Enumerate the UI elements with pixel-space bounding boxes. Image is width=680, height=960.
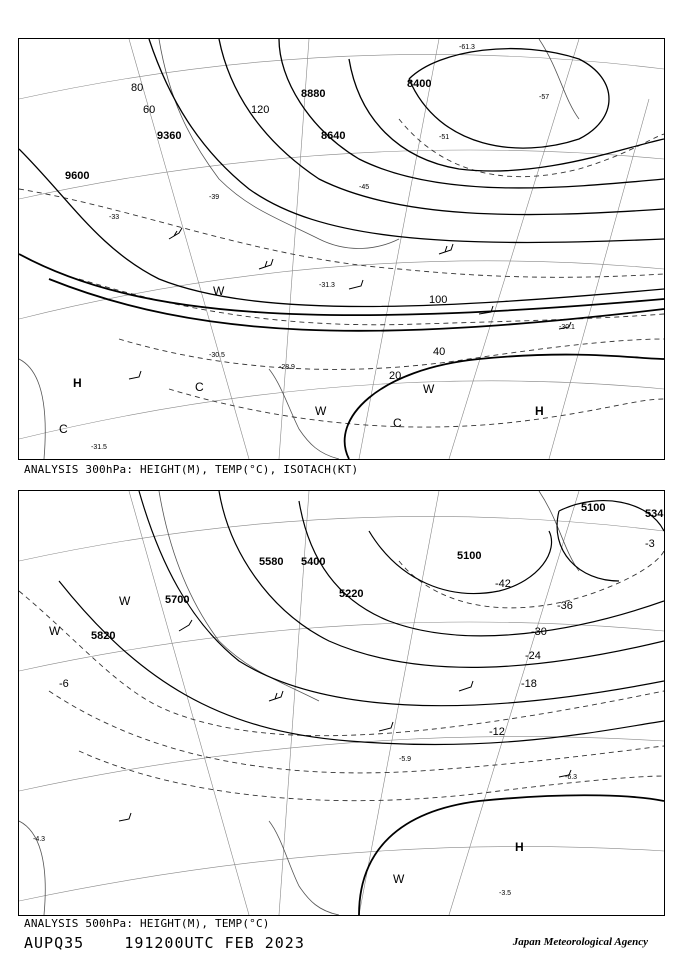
isotherm-label: -12 — [489, 726, 505, 738]
isotherm-label: -36 — [557, 600, 573, 612]
height-label: 5400 — [301, 556, 326, 568]
map-500hpa-canvas — [19, 491, 664, 915]
temp-label: -31.3 — [319, 282, 335, 289]
cold-center: C — [195, 380, 204, 394]
isotherm-label: -24 — [525, 650, 541, 662]
map-300hpa — [18, 38, 665, 460]
isotach-label: 40 — [433, 346, 446, 358]
warm-center: W — [119, 594, 131, 608]
isotherm-label: -6 — [59, 678, 69, 690]
height-label: 9360 — [157, 130, 182, 142]
chart-code: AUPQ35 — [24, 934, 85, 952]
temp-label: -6.3 — [565, 774, 578, 781]
high-center: H — [535, 404, 544, 418]
isotach-label: 120 — [251, 104, 270, 116]
height-label: 5820 — [91, 630, 116, 642]
height-label: 534 — [645, 508, 664, 520]
isotachs — [19, 254, 664, 459]
isotach-label: 20 — [389, 370, 402, 382]
map-300hpa-canvas — [19, 39, 664, 459]
height-label: 9600 — [65, 170, 90, 182]
map-500hpa — [18, 490, 665, 916]
caption-300hpa: ANALYSIS 300hPa: HEIGHT(M), TEMP(°C), ISOTACH(KT) — [24, 463, 359, 476]
graticule — [19, 39, 664, 459]
temp-label: -51 — [439, 134, 450, 141]
temp-label: -57 — [539, 94, 550, 101]
temp-label: -4.3 — [33, 836, 46, 843]
graticule — [19, 491, 664, 915]
temp-label: -5.9 — [399, 756, 412, 763]
coastline — [19, 491, 579, 915]
isotach-label: 100 — [429, 294, 448, 306]
height-label: 5100 — [581, 502, 606, 514]
isotherm-label: -3 — [645, 538, 655, 550]
isotach-label: 80 — [131, 82, 144, 94]
isotherm-label: -30 — [531, 626, 547, 638]
height-label: 5700 — [165, 594, 190, 606]
height-label: 8880 — [301, 88, 326, 100]
warm-center: W — [49, 624, 61, 638]
temp-label: -39 — [209, 194, 220, 201]
temp-label: -45 — [359, 184, 370, 191]
warm-center: W — [393, 872, 405, 886]
agency-credit: Japan Meteorological Agency — [512, 936, 648, 948]
wind-barbs — [119, 620, 571, 821]
isotherm-label: -18 — [521, 678, 537, 690]
height-label: 5220 — [339, 588, 364, 600]
cold-center: C — [59, 422, 68, 436]
high-center: H — [515, 840, 524, 854]
temp-label: -31.5 — [91, 444, 107, 451]
height-label: 8640 — [321, 130, 346, 142]
isotherms — [19, 119, 664, 427]
thick-contours — [359, 795, 664, 915]
temp-label: -61.3 — [459, 44, 475, 51]
temp-label: -30.1 — [559, 324, 575, 331]
isotach-label: 60 — [143, 104, 156, 116]
height-contours — [59, 491, 664, 744]
high-center: H — [73, 376, 82, 390]
temp-label: -33 — [109, 214, 120, 221]
warm-center: W — [213, 284, 225, 298]
height-label: 8400 — [407, 78, 432, 90]
height-label: 5100 — [457, 550, 482, 562]
cold-center: C — [393, 416, 402, 430]
temp-label: -3.5 — [499, 890, 512, 897]
temp-label: -28.9 — [279, 364, 295, 371]
temp-label: -30.5 — [209, 352, 225, 359]
warm-center: W — [423, 382, 435, 396]
warm-center: W — [315, 404, 327, 418]
isotherm-label: -42 — [495, 578, 511, 590]
caption-500hpa: ANALYSIS 500hPa: HEIGHT(M), TEMP(°C) — [24, 917, 270, 930]
valid-time: 191200UTC FEB 2023 — [124, 934, 305, 952]
chart-id — [24, 934, 305, 952]
height-label: 5580 — [259, 556, 284, 568]
